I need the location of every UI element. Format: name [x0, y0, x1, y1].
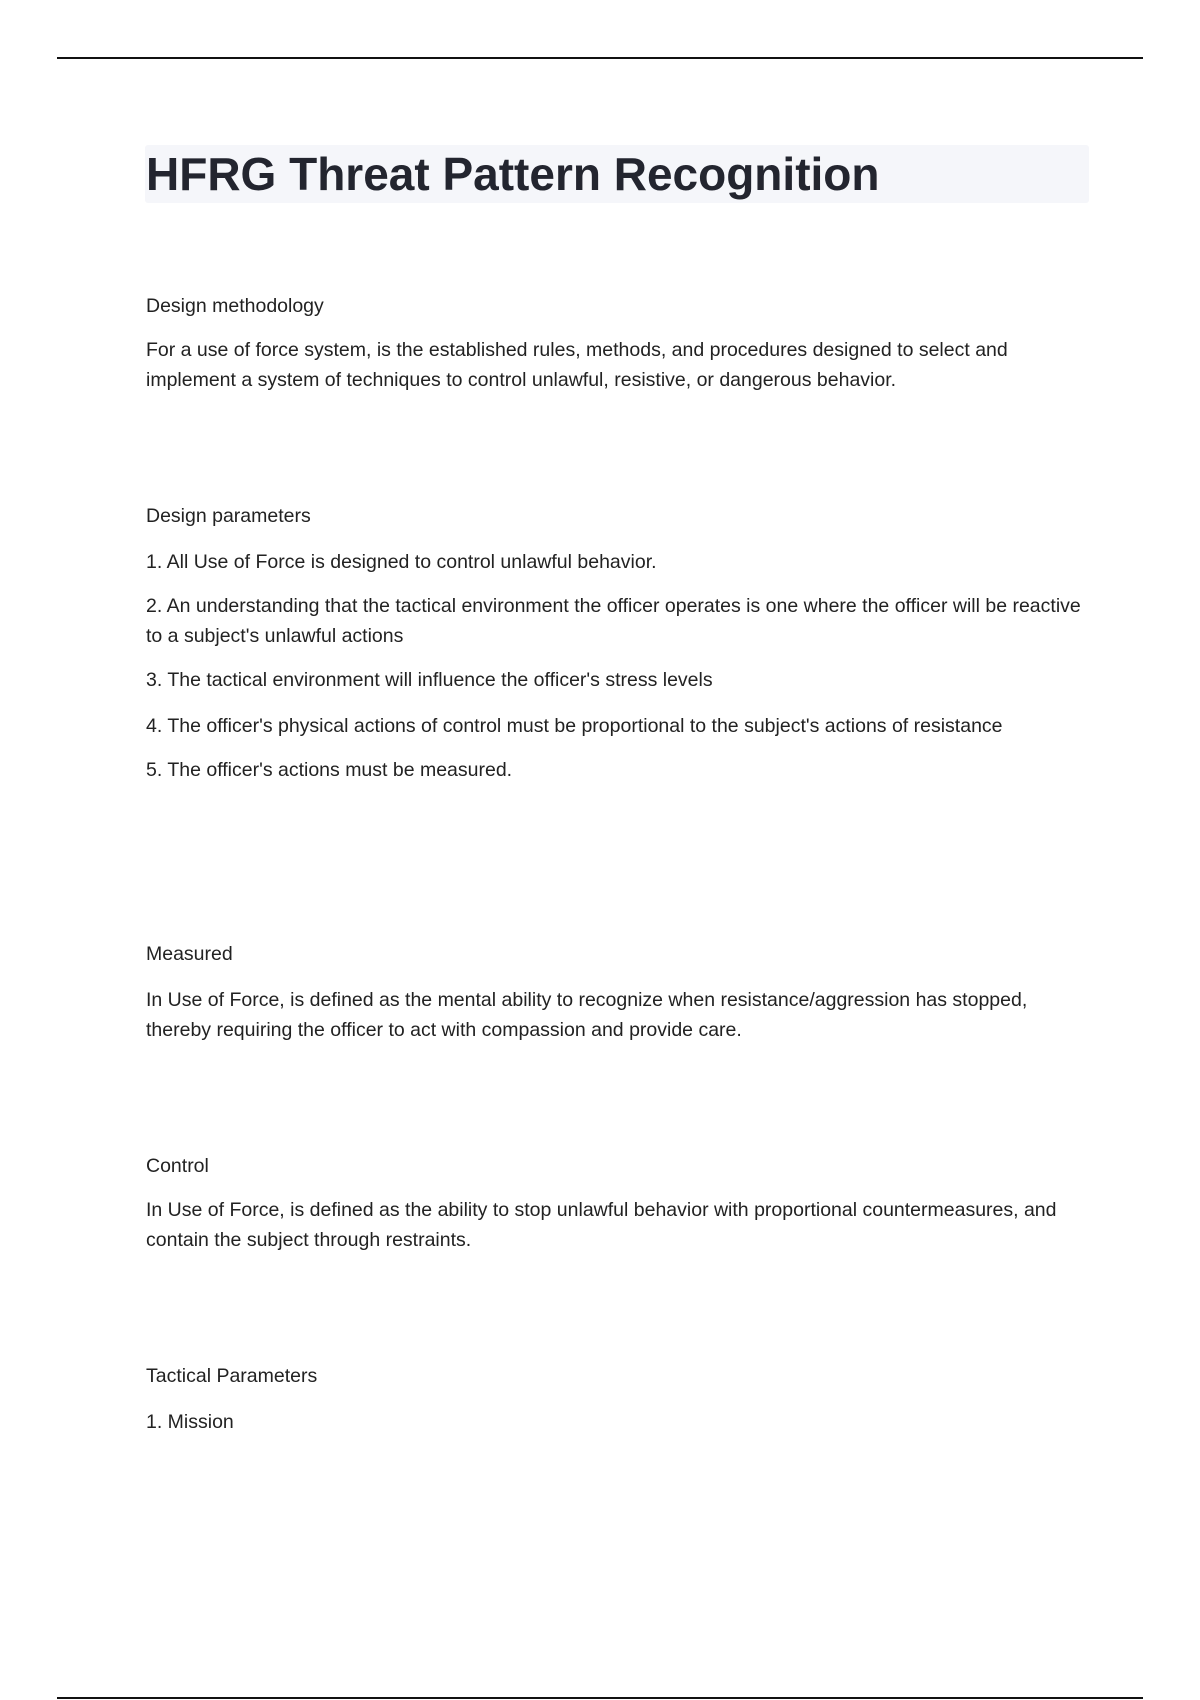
- card-term: Measured: [146, 943, 233, 965]
- list-item: 1. Mission: [146, 1411, 234, 1433]
- card-design-methodology: [146, 291, 1086, 395]
- card-control: [146, 1151, 1086, 1255]
- card-design-parameters: [146, 501, 1086, 785]
- card-tactical-parameters: [146, 1361, 1086, 1437]
- card-definition: For a use of force system, is the established rules, methods, and procedures designed to select and implement a system of techniques to control unlawful, resistive, or dangerous behavior.: [146, 339, 1008, 391]
- card-term: Tactical Parameters: [146, 1365, 318, 1387]
- card-definition-list: [146, 547, 1086, 785]
- card-definition-list: [146, 1407, 1086, 1437]
- list-item: 5. The officer's actions must be measured.: [146, 759, 513, 781]
- card-definition: In Use of Force, is defined as the ability to stop unlawful behavior with proportional countermeasures, and contain the subject through restraints.: [146, 1199, 1057, 1251]
- top-rule: [57, 57, 1143, 59]
- list-item: 4. The officer's physical actions of control must be proportional to the subject's actions of resistance: [146, 715, 1003, 737]
- card-term: Design methodology: [146, 295, 324, 317]
- card-term: Control: [146, 1155, 209, 1177]
- list-item: 1. All Use of Force is designed to control unlawful behavior.: [146, 551, 657, 573]
- card-measured: [146, 939, 1086, 1045]
- document-title: HFRG Threat Pattern Recognition: [146, 148, 880, 200]
- card-definition: In Use of Force, is defined as the mental ability to recognize when resistance/aggression has stopped, thereby requiring the officer to act with compassion and provide care.: [146, 989, 1028, 1041]
- bottom-rule: [57, 1697, 1143, 1699]
- card-term: Design parameters: [146, 505, 311, 527]
- list-item: 3. The tactical environment will influence the officer's stress levels: [146, 669, 713, 691]
- list-item: 2. An understanding that the tactical environment the officer operates is one where the officer will be reactive to a subject's unlawful actions: [146, 595, 1081, 647]
